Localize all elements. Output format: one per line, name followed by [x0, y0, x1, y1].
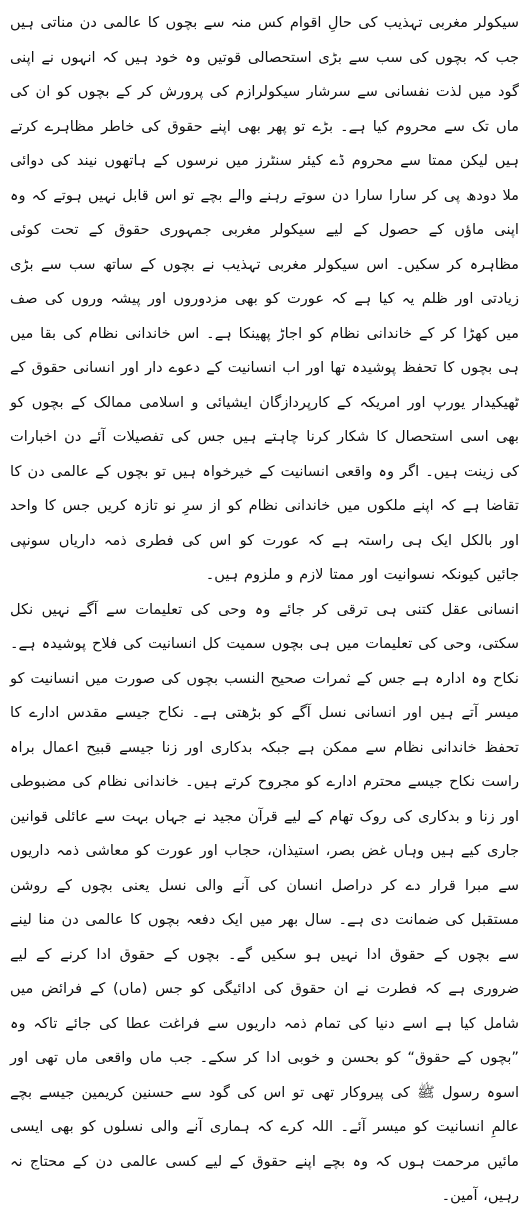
- article-paragraph-1: سیکولر مغربی تہذیب کی حالِ اقوام کس منہ سے بچوں کا عالمی دن مناتی ہیں جب کہ بچوں کی سب سے بڑی استحصالی قوتیں وہ خود ہیں کہ انہوں نے اپنی گود میں لذت نفسانی سے سرشار سیکولرازم کی پرورش کر کے بچوں کو ان کی ماں تک سے محروم کیا ہے۔ بڑے تو پھر بھی اپنے حقوق کی خاطر مظاہرے کرتے ہیں لیکن ممتا سے محروم ڈے کیئر سنٹرز میں نرسوں کے ہاتھوں نیند کی دوائی ملا دودھ پی کر سارا سارا دن سوتے رہنے والے بچے تو اس قابل نہیں ہوتے کہ وہ اپنی ماؤں کے حصول کے لیے سیکولر مغربی جمہوری حقوق کے تحت کوئی مظاہرہ کر سکیں۔ اس سیکولر مغربی تہذیب نے بچوں کے ساتھ سب سے بڑی زیادتی اور ظلم یہ کیا ہے کہ عورت کو بھی مزدوروں اور پیشہ وروں کی صف میں کھڑا کر کے خاندانی نظام کو اجاڑ پھینکا ہے۔ اس خاندانی نظام کی بقا میں ہی بچوں کا تحفظ پوشیدہ تھا اور اب انسانیت کے دعوے دار اور انسانی حقوق کے ٹھیکیدار یورپ اور امریکہ کے کارپردازگان ایشیائی و اسلامی ممالک کے بچوں کو بھی اسی استحصال کا شکار کرنا چاہتے ہیں جس کی تفصیلات آئے دن اخبارات کی زینت ہیں۔ اگر وہ واقعی انسانیت کے خیرخواہ ہیں تو بچوں کے عالمی دن کا تقاضا ہے کہ اپنے ملکوں میں خاندانی نظام کو از سرِ نو تازہ کریں جس کا واحد اور بالکل ایک ہی راستہ ہے کہ عورت کو اس کی فطری ذمہ داریاں سونپی جائیں کیونکہ نسوانیت اور ممتا لازم و ملزوم ہیں۔: [10, 14, 519, 583]
- article-paragraph-2: انسانی عقل کتنی ہی ترقی کر جائے وہ وحی کی تعلیمات سے آگے نہیں نکل سکتی، وحی کی تعلیمات میں ہی بچوں سمیت کل انسانیت کی فلاح پوشیدہ ہے۔ نکاح وہ ادارہ ہے جس کے ثمرات صحیح النسب بچوں کی صورت میں انسانیت کو میسر آتے ہیں اور انسانی نسل آگے کو بڑھتی ہے۔ نکاح جیسے مقدس ادارے کا تحفظ خاندانی نظام سے ممکن ہے جبکہ بدکاری اور زنا جیسے قبیح اعمال براہ راست نکاح جیسے محترم ادارے کو مجروح کرتے ہیں۔ خاندانی نظام کی مضبوطی اور زنا و بدکاری کی روک تھام کے لیے قرآن مجید نے جہاں بہت سے عائلی قوانین جاری کیے ہیں وہاں غض بصر، استیذان، حجاب اور عورت کو معاشی ذمہ داریوں سے مبرا قرار دے کر دراصل انسان کی آنے والی نسل یعنی بچوں کے روشن مستقبل کی ضمانت دی ہے۔ سال بھر میں ایک دفعہ بچوں کا عالمی دن منا لینے سے بچوں کے حقوق ادا نہیں ہو سکیں گے۔ بچوں کے حقوق ادا کرنے کے لیے ضروری ہے کہ فطرت نے ان حقوق کی ادائیگی کو جس (ماں) کے فرائض میں شامل کیا ہے اسے دنیا کی تمام ذمہ داریوں سے فراغت عطا کی جائے تاکہ وہ ”بچوں کے حقوق“ کو بحسن و خوبی ادا کر سکے۔ جب ماں واقعی ماں تھی اور اسوہ رسول ﷺ کی پیروکار تھی تو اس کی گود سے حسنین کریمین جیسے بچے عالمِ انسانیت کو میسر آئے۔ اللہ کرے کہ ہماری آنے والی نسلوں کو بھی ایسی مائیں مرحمت ہوں کہ وہ بچے اپنے حقوق کے لیے کسی عالمی دن کے محتاج نہ رہیں، آمین۔: [10, 600, 519, 1204]
